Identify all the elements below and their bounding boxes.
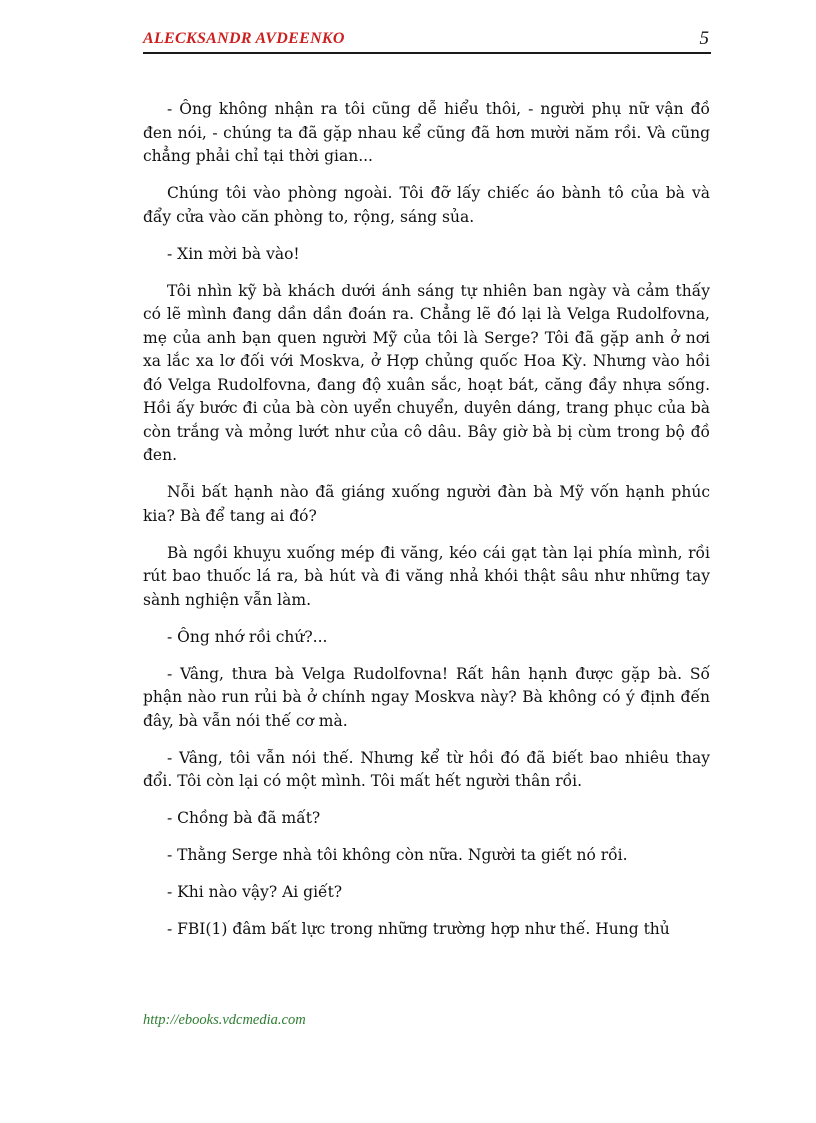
page-header <box>143 30 711 54</box>
paragraph: - Ông nhớ rồi chứ?... <box>167 627 328 646</box>
paragraph: - Vâng, tôi vẫn nói thế. Nhưng kể từ hồi đó đã biết bao nhiêu thay đổi. Tôi còn lại có một mình. Tôi mất hết người thân rồi. <box>143 748 710 790</box>
paragraph: Tôi nhìn kỹ bà khách dưới ánh sáng tự nhiên ban ngày và cảm thấy có lẽ mình đang dần dần đoán ra. Chẳng lẽ đó lại là Velga Rudolfovna, mẹ của anh bạn quen người Mỹ của tôi là Serge? Tôi đã gặp anh ở nơi xa lắc xa lơ đối với Moskva, ở Hợp chủng quốc Hoa Kỳ. Nhưng vào hồi đó Velga Rudolfovna, đang độ xuân sắc, hoạt bát, căng đầy nhựa sống. Hồi ấy bước đi của bà còn uyển chuyển, duyên dáng, trang phục của bà còn trắng và mỏng lướt như của cô dâu. Bây giờ bà bị cùm trong bộ đồ đen. <box>143 281 710 464</box>
footer-url: http://ebooks.vdcmedia.com <box>143 1012 306 1028</box>
paragraph: - Xin mời bà vào! <box>167 244 300 263</box>
paragraph: - Vâng, thưa bà Velga Rudolfovna! Rất hân hạnh được gặp bà. Số phận nào run rủi bà ở chính ngay Moskva này? Bà không có ý định đến đây, bà vẫn nói thế cơ mà. <box>143 664 710 730</box>
paragraph: - Khi nào vậy? Ai giết? <box>167 883 343 901</box>
paragraph: - Thằng Serge nhà tôi không còn nữa. Người ta giết nó rồi. <box>167 846 628 864</box>
header-author: ALECKSANDR AVDEENKO <box>143 30 345 47</box>
body-text <box>143 98 710 955</box>
paragraph: - Ông không nhận ra tôi cũng dễ hiểu thôi, - người phụ nữ vận đồ đen nói, - chúng ta đã gặp nhau kể cũng đã hơn mười năm rồi. Và cũng chẳng phải chỉ tại thời gian... <box>143 100 710 165</box>
paragraph: - Chồng bà đã mất? <box>167 809 321 827</box>
paragraph: Chúng tôi vào phòng ngoài. Tôi đỡ lấy chiếc áo bành tô của bà và đẩy cửa vào căn phòng to, rộng, sáng sủa. <box>143 184 710 226</box>
paragraph: - FBI(1) đâm bất lực trong những trường hợp như thế. Hung thủ <box>167 920 670 938</box>
paragraph: Bà ngồi khuỵu xuống mép đi văng, kéo cái gạt tàn lại phía mình, rồi rút bao thuốc lá ra, bà hút và đi văng nhả khói thật sâu như những tay sành nghiện vẫn làm. <box>143 543 710 609</box>
page-number: 5 <box>699 28 709 49</box>
paragraph: Nỗi bất hạnh nào đã giáng xuống người đàn bà Mỹ vốn hạnh phúc kia? Bà để tang ai đó? <box>143 483 710 525</box>
